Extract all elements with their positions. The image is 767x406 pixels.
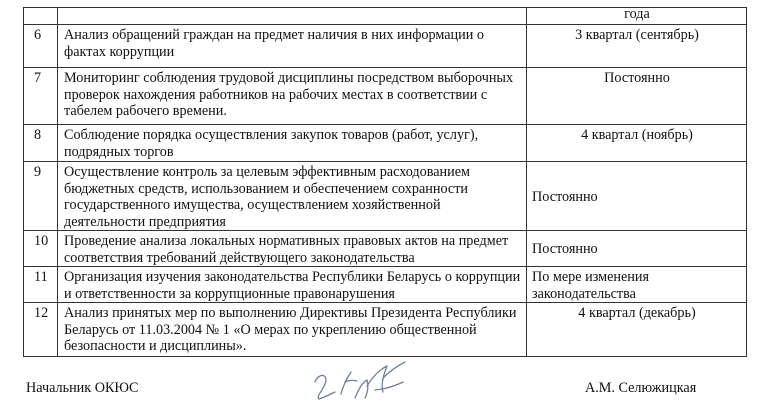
task-cell: Мониторинг соблюдения трудовой дисциплины посредством выборочных проверок нахождения работников на рабочих местах в соответствии с табелем рабочего времени.: [58, 68, 527, 125]
term-cell: Постоянно: [527, 162, 747, 231]
row-number-cell: 11: [24, 267, 58, 303]
table-row: [24, 68, 747, 125]
table-row: [24, 303, 747, 357]
task-cell: [58, 8, 527, 25]
table-row: [24, 25, 747, 68]
table-row: [24, 267, 747, 303]
row-number-cell: 6: [24, 25, 58, 68]
task-cell: Проведение анализа локальных нормативных правовых актов на предмет соответствия требований действующего законодательства: [58, 231, 527, 267]
row-number-cell: 10: [24, 231, 58, 267]
term-cell: 3 квартал (сентябрь): [527, 25, 747, 68]
signatory-name: А.М. Селюжицкая: [585, 380, 697, 396]
term-cell: года: [527, 8, 747, 25]
term-cell: Постоянно: [527, 68, 747, 125]
row-number-cell: 12: [24, 303, 58, 357]
task-cell: Организация изучения законодательства Республики Беларусь о коррупции и ответственности за коррупционные правонарушения: [58, 267, 527, 303]
task-cell: Анализ принятых мер по выполнению Директивы Президента Республики Беларусь от 11.03.2004 № 1 «О мерах по укреплению общественной безопасности и дисциплины».: [58, 303, 527, 357]
row-number-cell: 7: [24, 68, 58, 125]
table-row: [24, 8, 747, 25]
row-number-cell: 9: [24, 162, 58, 231]
task-cell: Осуществление контроль за целевым эффективным расходованием бюджетных средств, использованием и обеспечением сохранности государственного имущества, осуществлением хозяйственной деятельности предприятия: [58, 162, 527, 231]
row-number-cell: [24, 8, 58, 25]
row-number-cell: 8: [24, 125, 58, 162]
signatory-position: Начальник ОКЮС: [26, 380, 139, 396]
table-row: [24, 125, 747, 162]
term-cell: 4 квартал (ноябрь): [527, 125, 747, 162]
table-row: [24, 231, 747, 267]
term-cell: Постоянно: [527, 231, 747, 267]
task-cell: Соблюдение порядка осуществления закупок товаров (работ, услуг), подрядных торгов: [58, 125, 527, 162]
table-row: [24, 162, 747, 231]
task-cell: Анализ обращений граждан на предмет наличия в них информации о фактах коррупции: [58, 25, 527, 68]
handwritten-signature: [305, 352, 415, 406]
term-cell: 4 квартал (декабрь): [527, 303, 747, 357]
measures-table: [23, 7, 747, 357]
term-cell: По мере изменения законодательства: [527, 267, 747, 303]
